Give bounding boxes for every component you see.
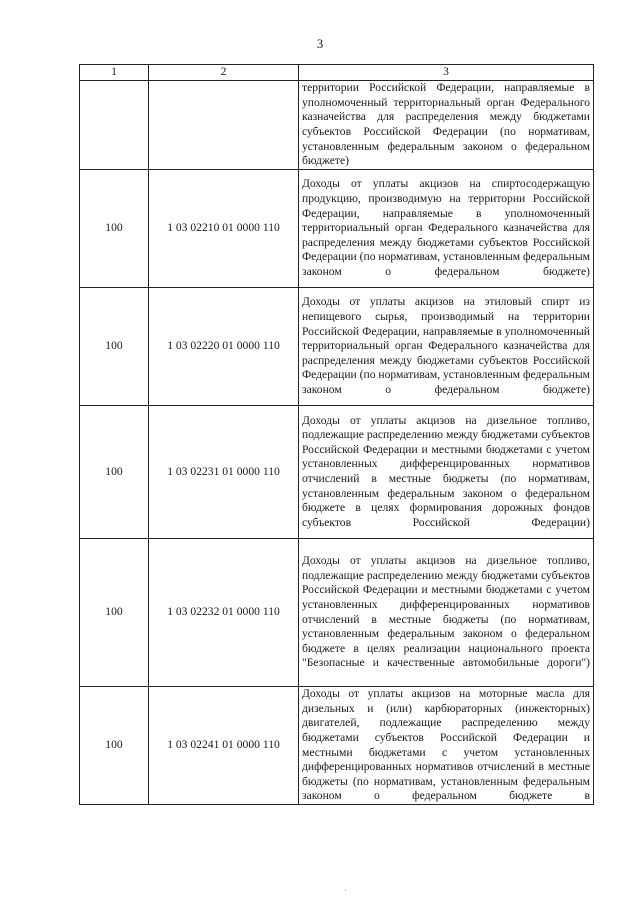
kbk-code-cell: 1 03 02231 01 0000 110 (149, 406, 299, 539)
kbk-code-cell: 1 03 02210 01 0000 110 (149, 170, 299, 288)
admin-code-cell: 100 (80, 288, 149, 406)
kbk-code-cell: 1 03 02220 01 0000 110 (149, 288, 299, 406)
kbk-code-cell: 1 03 02232 01 0000 110 (149, 539, 299, 687)
revenue-description-cell: Доходы от уплаты акцизов на дизельное топливо, подлежащие распределению между бюджетами субъектов Российской Федерации и местными бюджетами с учетом установленных дифференцированных нормативов отчислений в местные бюджеты (по нормативам, установленным федеральным законом о федеральном бюджете в целях формирования дорожных фондов субъектов Российской Федерации) (299, 406, 594, 539)
table-row (80, 539, 594, 687)
column-header-1: 1 (80, 65, 149, 81)
revenue-table (79, 64, 594, 805)
admin-code-cell: 100 (80, 539, 149, 687)
admin-code-cell (80, 81, 149, 170)
kbk-code-cell: 1 03 02241 01 0000 110 (149, 687, 299, 805)
revenue-description-cell: территории Российской Федерации, направляемые в уполномоченный территориальный орган Федерального казначейства для распределения между бюджетами субъектов Российской Федерации (по нормативам, установленным федеральным законом о федеральном бюджете) (299, 81, 594, 170)
revenue-description-cell: Доходы от уплаты акцизов на этиловый спирт из непищевого сырья, производимый на территории Российской Федерации, направляемые в уполномоченный территориальный орган Федерального казначейства для распределения между бюджетами субъектов Российской Федерации (по нормативам, установленным федеральным законом о федеральном бюджете) (299, 288, 594, 406)
table-row (80, 687, 594, 805)
revenue-description-cell: Доходы от уплаты акцизов на спиртосодержащую продукцию, производимую на территории Российской Федерации, направляемые в уполномоченный территориальный орган Федерального казначейства для распределения между бюджетами субъектов Российской Федерации (по нормативам, установленным федеральным законом о федеральном бюджете) (299, 170, 594, 288)
admin-code-cell: 100 (80, 687, 149, 805)
page-number: 3 (316, 36, 324, 51)
table-row (80, 81, 594, 170)
revenue-description-cell: Доходы от уплаты акцизов на дизельное топливо, подлежащие распределению между бюджетами субъектов Российской Федерации и местными бюджетами с учетом установленных дифференцированных нормативов отчислений в местные бюджеты (по нормативам, установленным федеральным законом о федеральном бюджете в целях реализации национального проекта "Безопасные и качественные автомобильные дороги") (299, 539, 594, 687)
column-header-3: 3 (299, 65, 594, 81)
table-row (80, 170, 594, 288)
revenue-description-cell: Доходы от уплаты акцизов на моторные масла для дизельных и (или) карбюраторных (инжекторных) двигателей, подлежащие распределению между бюджетами субъектов Российской Федерации и местными бюджетами с учетом установленных дифференцированных нормативов отчислений в местные бюджеты (по нормативам, установленным федеральным законом о федеральном бюджете в (299, 687, 594, 805)
table-row (80, 406, 594, 539)
scan-mark: · (344, 885, 347, 895)
table-header-row (80, 65, 594, 81)
kbk-code-cell (149, 81, 299, 170)
admin-code-cell: 100 (80, 406, 149, 539)
admin-code-cell: 100 (80, 170, 149, 288)
column-header-2: 2 (149, 65, 299, 81)
table-row (80, 288, 594, 406)
